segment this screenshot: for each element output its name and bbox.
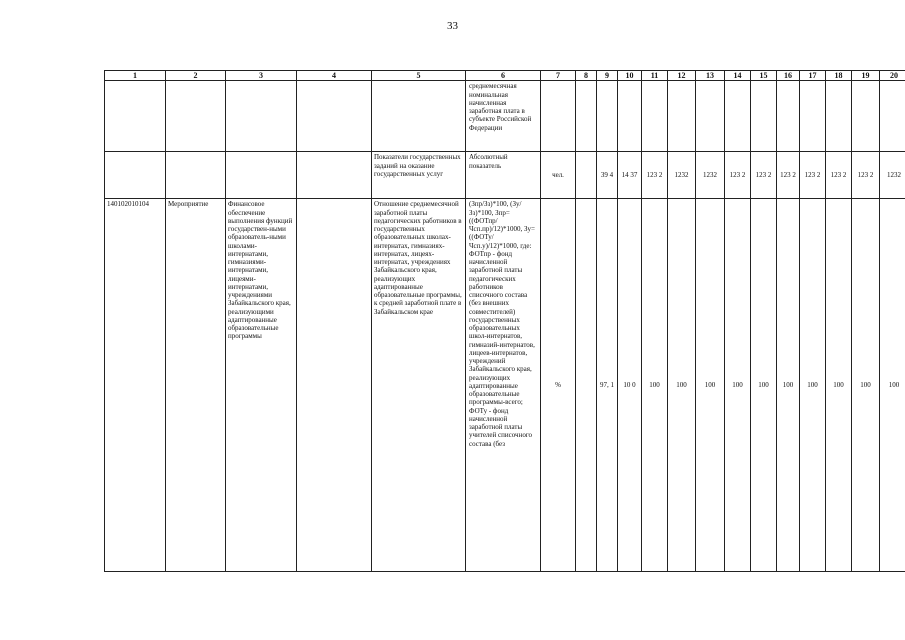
table-cell [668,81,696,152]
value-cell: 123 2 [800,152,826,199]
table-cell [297,199,372,572]
header-cell: 17 [800,71,826,81]
value-cell: 100 [751,199,777,572]
activity-name-cell: Финансовое обеспечение выполнения функций государствен-ными образователь-ными школами-интернатами, гимназиями-интернатами, лицеями-интернатами, учреждениями Забайкальского края, реализующими адаптированные образовательные программы [226,199,297,572]
table-cell [642,81,668,152]
table-row [105,81,905,152]
value-cell: 123 2 [725,152,751,199]
table-cell [105,152,166,199]
formula-cell: (Зпр/Зз)*100, (Зу/Зз)*100, Зпр=((ФОТпр/Чсп.пр)/12)*1000, Зу=((ФОТу/Чсп.у)/12)*1000, где: ФОТпр - фонд начисленной заработной платы педагогических работников списочного состава (без внешних совместителей) государственных образовательных школ-интернатов, гимназий-интернатов, лицеев-интернатов, учреждений Забайкальского края, реализующих адаптированные образовательные программы-всего; ФОТу - фонд начисленной заработной платы учителей списочного состава (без [466,199,541,572]
value-cell: 100 [725,199,751,572]
table-cell [166,81,226,152]
formula-cell: Абсолютный показатель [466,152,541,199]
header-cell: 4 [297,71,372,81]
table-cell [297,81,372,152]
value-cell: 10 0 [618,199,642,572]
header-cell: 2 [166,71,226,81]
value-cell: 100 [668,199,696,572]
header-cell: 14 [725,71,751,81]
indicators-table [104,70,905,572]
value-cell: 123 2 [826,152,852,199]
table-cell [777,81,800,152]
value-cell: 100 [642,199,668,572]
indicator-name-cell: Показатели государственных заданий на оказание государственных услуг [372,152,466,199]
unit-cell: % [541,199,576,572]
formula-cell: среднемесячная номинальная начисленная заработная плата в субъекте Российской Федерации [466,81,541,152]
value-cell: 123 2 [642,152,668,199]
table-cell [618,81,642,152]
table-header-row [105,71,905,81]
value-cell: 123 2 [777,152,800,199]
table-cell [576,152,597,199]
value-cell: 97, 1 [597,199,618,572]
value-cell: 100 [800,199,826,572]
table-cell [725,81,751,152]
value-cell: 1232 [668,152,696,199]
header-cell: 1 [105,71,166,81]
table-cell [597,81,618,152]
table-cell [826,81,852,152]
indicator-name-cell: Отношение среднемесячной заработной платы педагогических работников в государственных образовательных школах-интернатах, гимназиях-интернатах, лицеях-интернатах, учреждениях Забайкальского края, реализующих адаптированные образовательные программы, к средней заработной плате в Забайкальском крае [372,199,466,572]
header-cell: 5 [372,71,466,81]
value-cell: 123 2 [751,152,777,199]
value-cell: 123 2 [852,152,880,199]
header-cell: 11 [642,71,668,81]
type-cell: Мероприятие [166,199,226,572]
table-cell [297,152,372,199]
value-cell: 39 4 [597,152,618,199]
value-cell: 1232 [696,152,725,199]
table-cell [372,81,466,152]
header-cell: 13 [696,71,725,81]
table-row [105,199,905,572]
header-cell: 3 [226,71,297,81]
value-cell: 100 [696,199,725,572]
table-cell [105,81,166,152]
value-cell: 14 37 [618,152,642,199]
table-cell [880,81,905,152]
header-cell: 7 [541,71,576,81]
value-cell: 100 [777,199,800,572]
table-cell [226,152,297,199]
code-cell: 140102010104 [105,199,166,572]
header-cell: 15 [751,71,777,81]
table-cell [751,81,777,152]
value-cell: 100 [826,199,852,572]
table-cell [852,81,880,152]
value-cell: 100 [852,199,880,572]
header-cell: 6 [466,71,541,81]
header-cell: 19 [852,71,880,81]
table-cell [576,81,597,152]
header-cell: 18 [826,71,852,81]
table-cell [541,81,576,152]
header-cell: 16 [777,71,800,81]
table-row [105,152,905,199]
table-cell [226,81,297,152]
header-cell: 9 [597,71,618,81]
header-cell: 10 [618,71,642,81]
value-cell: 1232 [880,152,905,199]
table-cell [696,81,725,152]
table-cell [800,81,826,152]
table-cell [576,199,597,572]
header-cell: 8 [576,71,597,81]
header-cell: 12 [668,71,696,81]
table-cell [166,152,226,199]
page-number: 33 [447,20,458,32]
header-cell: 20 [880,71,905,81]
unit-cell: чел. [541,152,576,199]
value-cell: 100 [880,199,905,572]
